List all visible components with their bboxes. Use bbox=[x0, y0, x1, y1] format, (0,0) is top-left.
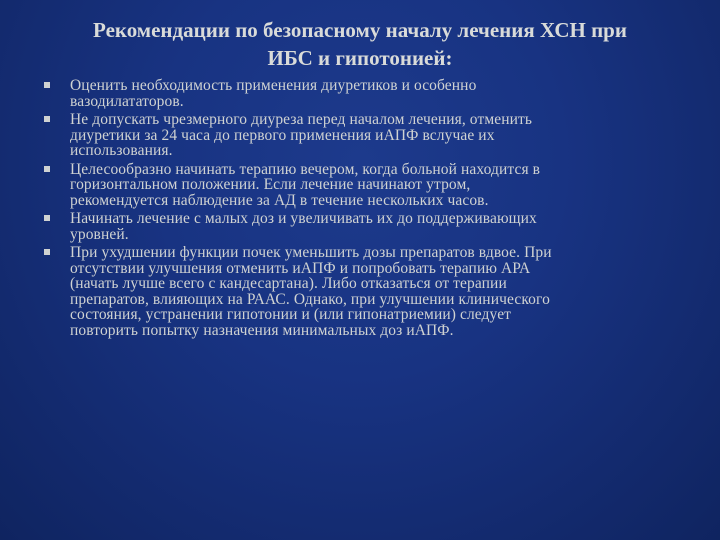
slide-title bbox=[40, 16, 680, 72]
square-bullet-icon bbox=[44, 82, 50, 88]
bullet-line: диуретики за 24 часа до первого применения иАПФ вслучае их bbox=[70, 126, 495, 144]
square-bullet-icon bbox=[44, 166, 50, 172]
bullet-line: уровней. bbox=[70, 225, 129, 243]
bullet-line: препаратов, влияющих на РААС. Однако, при улучшении клинического bbox=[70, 290, 550, 308]
bullet-line: вазодилататоров. bbox=[70, 92, 184, 110]
bullet-item-5 bbox=[38, 245, 678, 338]
bullet-line: (начать лучше всего с кандесартана). Либо отказаться от терапии bbox=[70, 275, 507, 292]
square-bullet-icon bbox=[44, 249, 50, 255]
slide-title-line-2: ИБС и гипотонией: bbox=[267, 46, 453, 70]
bullet-list bbox=[38, 78, 678, 341]
bullet-line: повторить попытку назначения минимальных доз иАПФ. bbox=[70, 321, 454, 339]
square-bullet-icon bbox=[44, 215, 50, 221]
bullet-line: Оценить необходимость применения диуретиков и особенно bbox=[70, 77, 477, 94]
bullet-line: При ухудшении функции почек уменьшить дозы препаратов вдвое. При bbox=[70, 244, 552, 261]
bullet-line: отсутствии улучшения отменить иАПФ и попробовать терапию АРА bbox=[70, 259, 531, 277]
bullet-item-2 bbox=[38, 112, 678, 159]
slide-title-line-1: Рекомендации по безопасному началу лечения ХСН при bbox=[93, 18, 627, 42]
square-bullet-icon bbox=[44, 116, 50, 122]
bullet-line: Целесообразно начинать терапию вечером, когда больной находится в bbox=[70, 160, 541, 178]
bullet-line: горизонтальном положении. Если лечение начинают утром, bbox=[70, 176, 471, 193]
bullet-item-1 bbox=[38, 78, 678, 109]
bullet-line: состояния, устранении гипотонии и (или гипонатриемии) следует bbox=[70, 306, 512, 323]
bullet-line: Начинать лечение с малых доз и увеличивать их до поддерживающих bbox=[70, 210, 537, 227]
bullet-line: использования. bbox=[70, 142, 173, 159]
bullet-item-4 bbox=[38, 211, 678, 242]
bullet-line: рекомендуется наблюдение за АД в течение нескольких часов. bbox=[70, 191, 489, 209]
bullet-line: Не допускать чрезмерного диуреза перед началом лечения, отменить bbox=[70, 111, 533, 128]
bullet-item-3 bbox=[38, 162, 678, 209]
